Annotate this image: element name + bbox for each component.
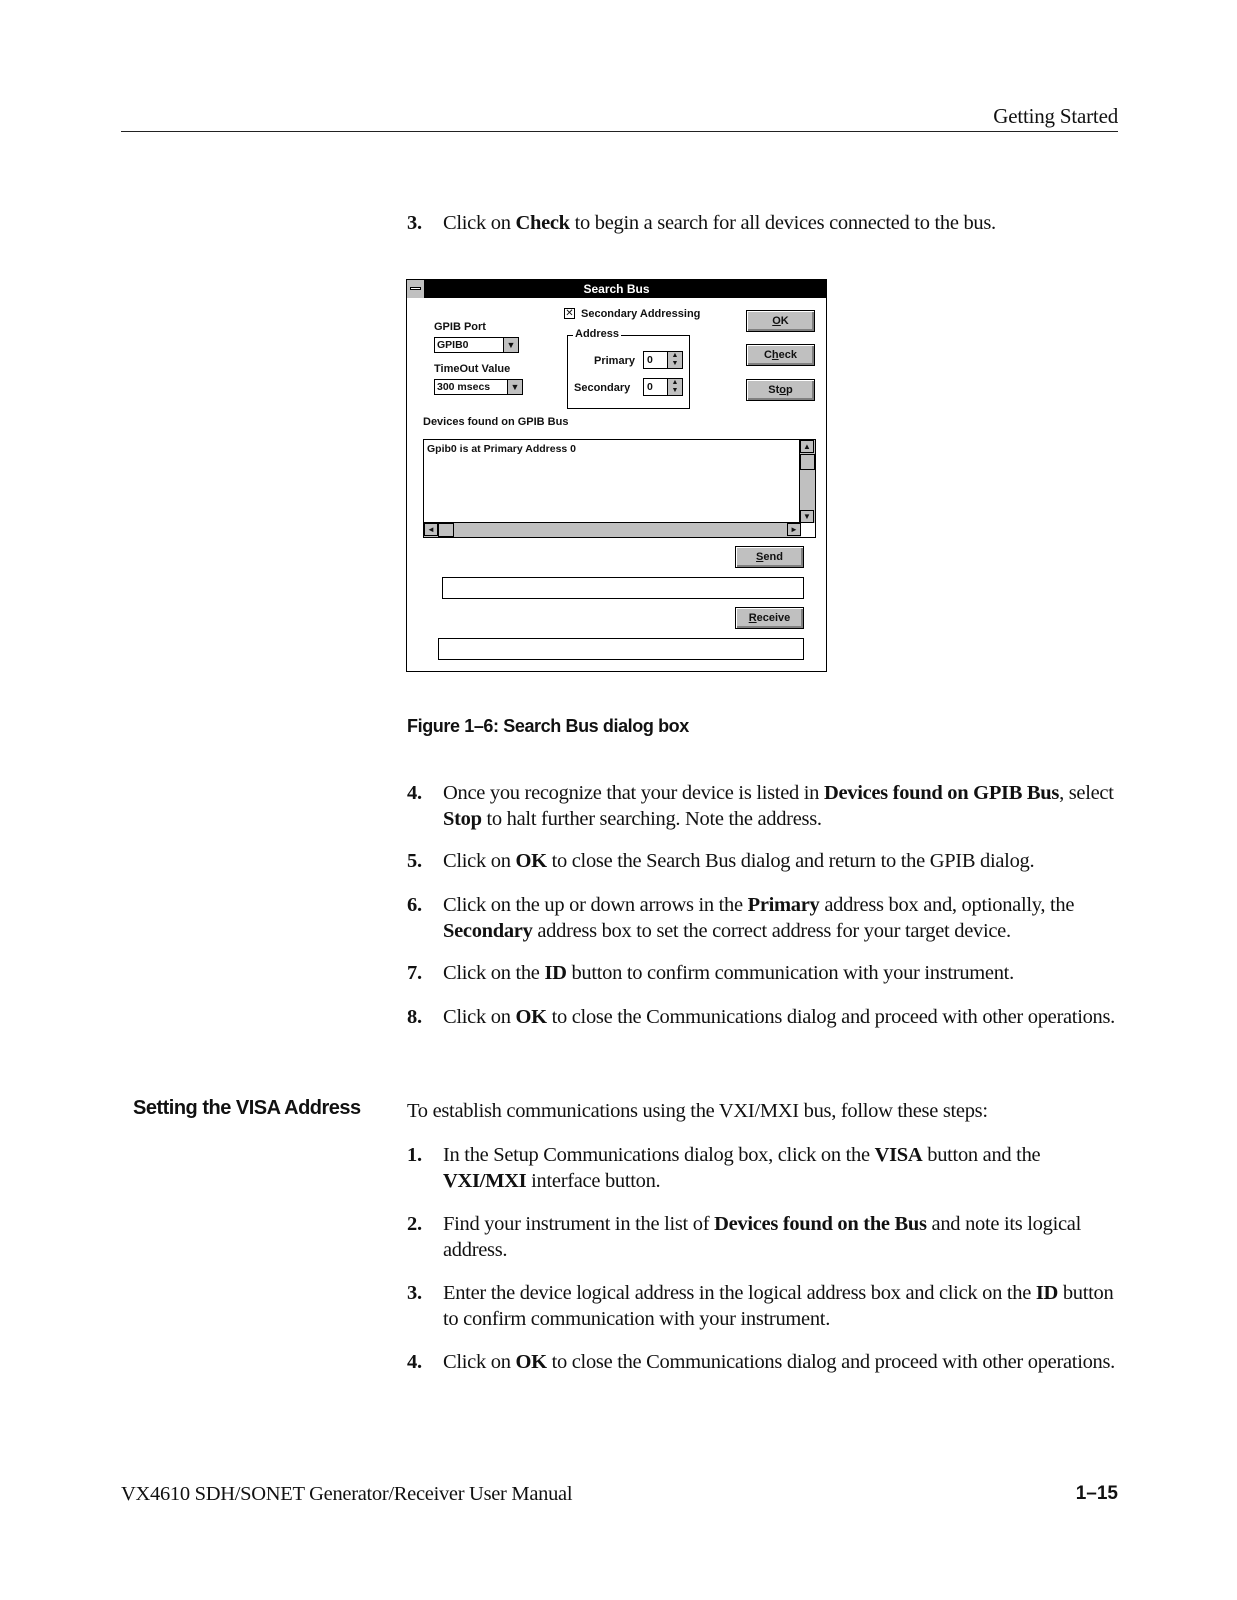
page-number: 1–15: [1075, 1483, 1118, 1504]
receive-button[interactable]: Receive: [735, 607, 804, 629]
spin-arrows-icon[interactable]: ▲ ▼: [667, 379, 682, 395]
bold-term: VISA: [874, 1144, 923, 1166]
step-text: [443, 892, 1119, 944]
secondary-spinner[interactable]: [643, 378, 683, 396]
spin-arrows-icon[interactable]: ▲ ▼: [667, 352, 682, 368]
text-run: In the Setup Communications dialog box, click on the: [443, 1144, 875, 1166]
bold-term: OK: [515, 1006, 547, 1028]
address-group-label: Address: [575, 328, 620, 340]
text-run: to begin a search for all devices connected to the bus.: [569, 212, 996, 234]
text-run: button to confirm communication with your instrument.: [566, 962, 1014, 984]
text-run: Click on the: [443, 962, 545, 984]
footer-manual-title: VX4610 SDH/SONET Generator/Receiver User Manual: [121, 1483, 573, 1505]
text-run: to close the Search Bus dialog and return to the GPIB dialog.: [546, 850, 1035, 872]
send-button[interactable]: Send: [735, 546, 804, 568]
step-text: [443, 1280, 1119, 1332]
step-item: [407, 892, 1119, 944]
step-number: 4.: [407, 782, 422, 804]
step-number: 1.: [407, 1144, 422, 1166]
section-heading: Setting the VISA Address: [133, 1097, 361, 1119]
step-text: [443, 848, 1119, 874]
secondary-value: 0: [647, 381, 653, 393]
step-number: 5.: [407, 850, 422, 872]
step-number: 6.: [407, 894, 422, 916]
step-item: [407, 960, 1119, 986]
step-item: [407, 780, 1119, 832]
header-rule: [121, 131, 1118, 132]
text-run: to close the Communications dialog and proceed with other operations.: [546, 1351, 1116, 1373]
step-text: [443, 210, 1119, 236]
step-text: [443, 1349, 1119, 1375]
bold-term: VXI/MXI: [443, 1170, 527, 1192]
address-groupbox: [567, 328, 690, 409]
scroll-down-icon[interactable]: ▼: [800, 510, 814, 523]
gpib-port-value: GPIB0: [437, 339, 469, 351]
bold-term: Primary: [747, 894, 820, 916]
text-run: Click on: [443, 1006, 516, 1028]
text-run: Click on: [443, 1351, 516, 1373]
scroll-right-icon[interactable]: ►: [787, 523, 801, 536]
send-text-field[interactable]: [442, 577, 804, 599]
step-number: 2.: [407, 1213, 422, 1235]
step-item: [407, 848, 1119, 874]
figure-caption: Figure 1–6: Search Bus dialog box: [407, 716, 689, 736]
gpib-port-select[interactable]: [434, 337, 519, 353]
primary-spinner[interactable]: [643, 351, 683, 369]
text-run: Once you recognize that your device is listed in: [443, 782, 824, 804]
secondary-addressing-label: Secondary Addressing: [581, 308, 701, 320]
scroll-thumb[interactable]: [438, 523, 454, 537]
scroll-thumb[interactable]: [800, 454, 815, 470]
primary-value: 0: [647, 354, 653, 366]
step-text: [443, 1142, 1119, 1194]
running-header: Getting Started: [993, 104, 1118, 128]
step-item: [407, 1004, 1119, 1030]
scroll-left-icon[interactable]: ◄: [424, 523, 438, 536]
primary-label: Primary: [594, 355, 635, 367]
step-number: 3.: [407, 212, 422, 234]
scroll-up-icon[interactable]: ▲: [800, 440, 814, 453]
search-bus-dialog: [406, 279, 827, 672]
timeout-select[interactable]: [434, 379, 523, 395]
devices-listbox[interactable]: [423, 439, 816, 538]
step-text: [443, 780, 1119, 832]
bold-term: ID: [1035, 1282, 1059, 1304]
text-run: to close the Communications dialog and proceed with other operations.: [546, 1006, 1116, 1028]
secondary-addressing-checkbox[interactable]: ✕: [565, 308, 574, 319]
dialog-title: Search Bus: [583, 282, 650, 296]
step-text: [443, 960, 1119, 986]
dropdown-arrow-icon[interactable]: ▼: [503, 338, 518, 352]
check-button[interactable]: Check: [746, 344, 815, 366]
step-text: [443, 1211, 1119, 1263]
dialog-titlebar: [407, 280, 826, 298]
bold-term: Devices found on the Bus: [714, 1213, 927, 1235]
text-run: to halt further searching. Note the address.: [481, 808, 822, 830]
stop-button[interactable]: Stop: [746, 379, 815, 401]
timeout-label: TimeOut Value: [434, 363, 511, 375]
bold-term: OK: [515, 1351, 547, 1373]
step-number: 4.: [407, 1351, 422, 1373]
text-run: Click on the up or down arrows in the: [443, 894, 748, 916]
text-run: Click on: [443, 850, 516, 872]
bold-term: Devices found on GPIB Bus: [823, 782, 1060, 804]
horizontal-scrollbar[interactable]: [424, 522, 801, 537]
step-item: [407, 1280, 1119, 1332]
step-item: [407, 1349, 1119, 1375]
ok-button[interactable]: OK: [746, 310, 815, 332]
devices-found-label: Devices found on GPIB Bus: [423, 416, 569, 428]
dropdown-arrow-icon[interactable]: ▼: [507, 380, 522, 394]
list-item[interactable]: Gpib0 is at Primary Address 0: [427, 443, 577, 455]
secondary-label: Secondary: [574, 382, 631, 394]
step-item: [407, 210, 1119, 236]
bold-term: Check: [515, 212, 570, 234]
text-run: address box to set the correct address for your target device.: [532, 920, 1011, 942]
section-intro: To establish communications using the VXI/MXI bus, follow these steps:: [407, 1100, 988, 1122]
step-item: [407, 1142, 1119, 1194]
text-run: and note its logical address.: [443, 1213, 1081, 1261]
gpib-port-label: GPIB Port: [434, 321, 486, 333]
text-run: button to confirm communication with your instrument.: [443, 1282, 1114, 1330]
step-number: 7.: [407, 962, 422, 984]
step-item: [407, 1211, 1119, 1263]
text-run: , select: [1059, 782, 1114, 804]
bold-term: ID: [544, 962, 567, 984]
bold-term: Secondary: [443, 920, 533, 942]
timeout-value: 300 msecs: [437, 381, 491, 393]
receive-text-field[interactable]: [438, 638, 804, 660]
bold-term: Stop: [443, 808, 482, 830]
text-run: address box and, optionally, the: [819, 894, 1075, 916]
vertical-scrollbar[interactable]: [799, 440, 815, 523]
text-run: interface button.: [526, 1170, 661, 1192]
text-run: Click on: [443, 212, 516, 234]
text-run: Find your instrument in the list of: [443, 1213, 715, 1235]
step-text: [443, 1004, 1119, 1030]
text-run: button and the: [922, 1144, 1041, 1166]
bold-term: OK: [515, 850, 547, 872]
step-number: 3.: [407, 1282, 422, 1304]
text-run: Enter the device logical address in the logical address box and click on the: [443, 1282, 1036, 1304]
step-number: 8.: [407, 1006, 422, 1028]
